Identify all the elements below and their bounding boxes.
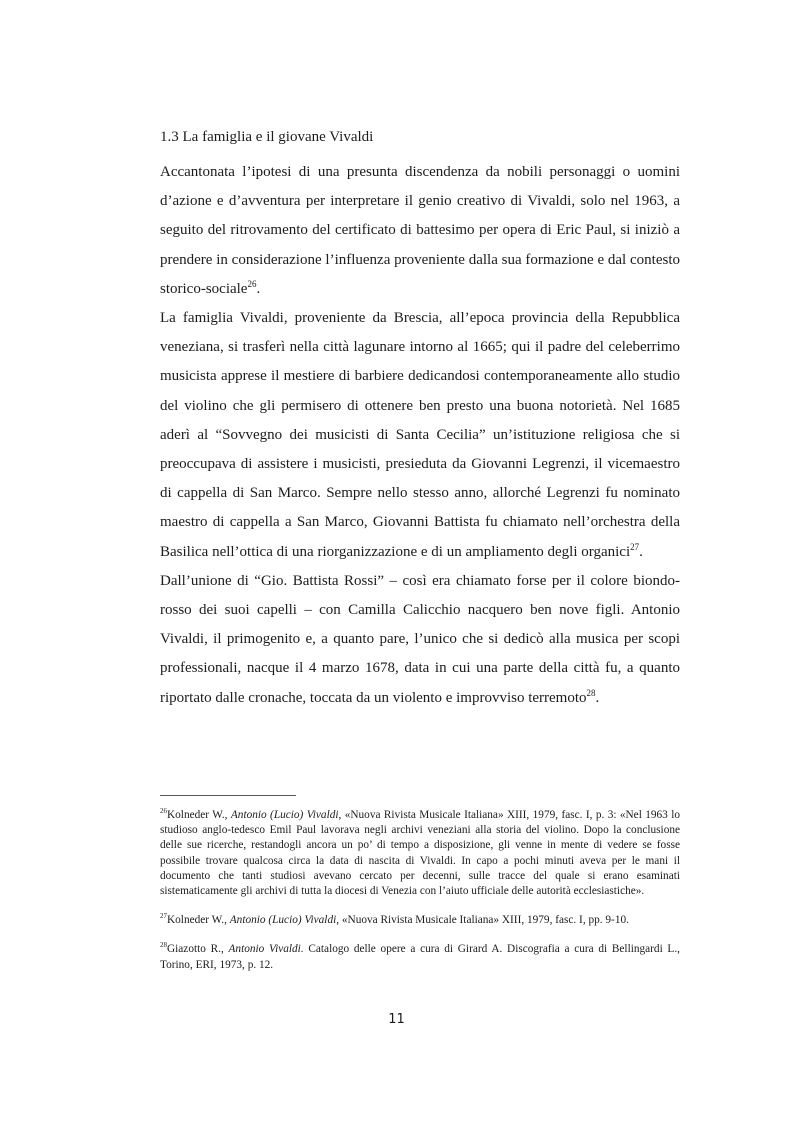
footnote-number: 28 bbox=[160, 941, 167, 950]
paragraph-text: Accantonata l’ipotesi di una presunta discendenza da nobili personaggi o uomini d’azione e d’avventura per interpretare il genio creativo di Vivaldi, solo nel 1963, a seguito del ritrovamento del certificato di battesimo per opera di Eric Paul, si iniziò a prendere in considerazione l’influenza proveniente dalla sua formazione e dal contesto storico-sociale bbox=[160, 164, 680, 297]
body-text bbox=[160, 158, 680, 713]
paragraph-1 bbox=[160, 158, 680, 304]
paragraph-end: . bbox=[256, 280, 261, 297]
footnote-number: 27 bbox=[160, 912, 167, 921]
footnote-number: 26 bbox=[160, 807, 167, 816]
footnote-ref-28[interactable]: 28 bbox=[586, 687, 596, 698]
footnote-text: , «Nuova Rivista Musicale Italiana» XIII, 1979, fasc. I, p. 3: «Nel 1963 lo studioso anglo-tedesco Emil Paul lavorava negli archivi veneziani alla storia del violino. Dopo la conclusione delle sue ricerche, restandogli ancora un po’ di tempo a disposizione, gli venne in mente di vedere se fosse possibile trovare qualcosa circa la data di nascita di Vivaldi. In capo a pochi minuti aveva per le mani il documento che tanti studiosi avevano cercato per decenni, sulle tracce del quale si erano esaminati sistematicamente gli archivi di tutta la diocesi di Venezia con l’aiuto ufficiale delle autorità ecclesiastiche». bbox=[160, 809, 680, 898]
footnote-text: Kolneder W., bbox=[167, 914, 230, 927]
page-number: 11 bbox=[388, 1012, 405, 1027]
section-heading: 1.3 La famiglia e il giovane Vivaldi bbox=[160, 129, 374, 145]
footnote-27 bbox=[160, 913, 680, 928]
paragraph-end: . bbox=[639, 543, 643, 560]
footnote-26 bbox=[160, 808, 680, 899]
footnote-text: Kolneder W., bbox=[167, 809, 231, 821]
paragraph-end: . bbox=[595, 689, 600, 706]
footnotes bbox=[160, 808, 680, 987]
footnote-28 bbox=[160, 942, 680, 972]
footnote-ref-26[interactable]: 26 bbox=[247, 278, 257, 289]
footnote-separator bbox=[160, 795, 296, 796]
footnote-text: Giazotto R., bbox=[167, 943, 229, 956]
paragraph-text: Dall’unione di “Gio. Battista Rossi” – così era chiamato forse per il colore biondo-rosso dei suoi capelli – con Camilla Calicchio nacquero ben nove figli. Antonio Vivaldi, il primogenito e, a quanto pare, l’unico che si dedicò alla musica per scopi professionali, nacque il 4 marzo 1678, data in cui una parte della città fu, a quanto riportato dalle cronache, toccata da un violento e improvviso terremoto bbox=[160, 572, 680, 706]
paragraph-2 bbox=[160, 304, 680, 567]
paragraph-text: La famiglia Vivaldi, proveniente da Brescia, all’epoca provincia della Repubblica veneziana, si trasferì nella città lagunare intorno al 1665; qui il padre del celeberrimo musicista apprese il mestiere di barbiere dedicandosi contemporaneamente allo studio del violino che gli permisero di ottenere ben presto una buona notorietà. Nel 1685 aderì al “Sovvegno dei musicisti di Santa Cecilia” un’istituzione religiosa che si preoccupava di assistere i musicisti, presieduta da Giovanni Legrenzi, il vicemaestro di cappella di San Marco. Sempre nello stesso anno, allorché Legrenzi fu nominato maestro di cappella a San Marco, Giovanni Battista fu chiamato nell’orchestra della Basilica nell’ottica di una riorganizzazione e di un ampliamento degli organici bbox=[160, 310, 680, 560]
footnote-text: , «Nuova Rivista Musicale Italiana» XIII, 1979, fasc. I, pp. 9-10. bbox=[336, 914, 629, 927]
footnote-ref-27[interactable]: 27 bbox=[630, 541, 640, 552]
footnote-text: Catalogo delle opere a cura di Girard A. Discografia a cura di Bellingardi L., Torino, ERI, 1973, p. 12. bbox=[160, 943, 680, 971]
footnote-title: Antonio Vivaldi. bbox=[228, 943, 304, 956]
footnote-title: Antonio (Lucio) Vivaldi bbox=[229, 914, 337, 927]
footnote-title: Antonio (Lucio) Vivaldi bbox=[230, 809, 339, 821]
paragraph-3 bbox=[160, 567, 680, 713]
